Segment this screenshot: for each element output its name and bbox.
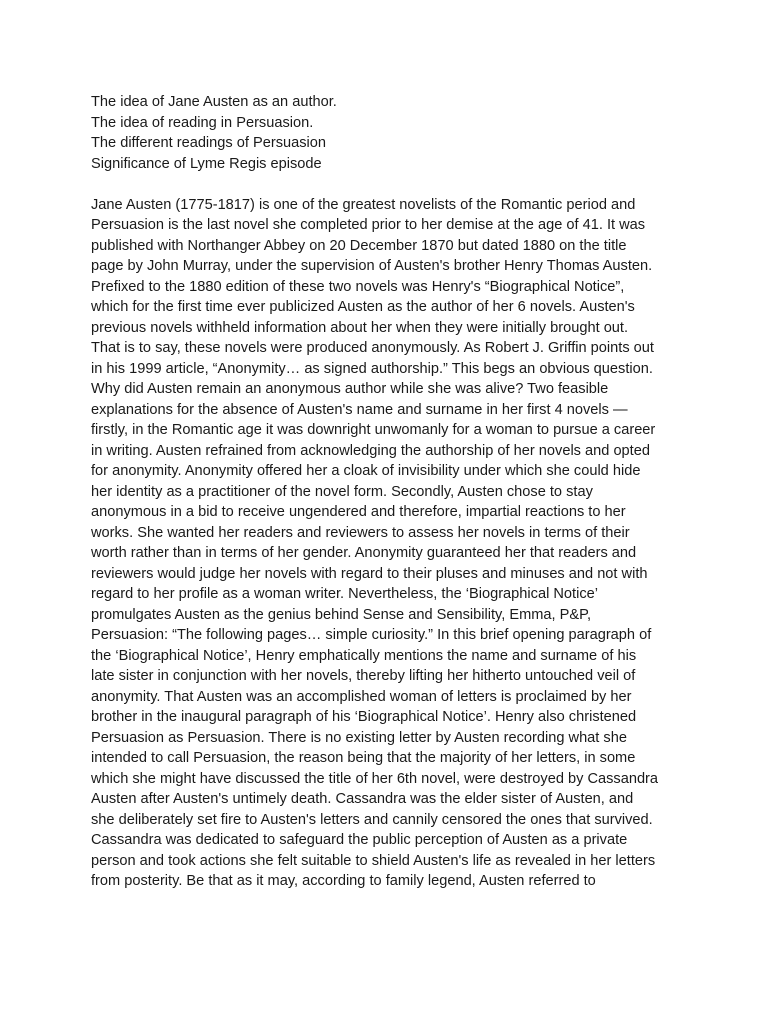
paragraph-line: her identity as a practitioner of the novel form. Secondly, Austen chose to stay xyxy=(91,483,593,500)
paragraph-line: reviewers would judge her novels with regard to their pluses and minuses and not with xyxy=(91,565,648,582)
paragraph-line: Austen after Austen's untimely death. Cassandra was the elder sister of Austen, and xyxy=(91,791,634,807)
paragraph-line: which for the first time ever publicized Austen as the author of her 6 novels. Austen's xyxy=(91,299,635,315)
document-content xyxy=(91,92,689,892)
topic-line: The idea of reading in Persuasion. xyxy=(91,114,314,131)
paragraph-line: works. She wanted her readers and reviewers to assess her novels in terms of their xyxy=(91,524,630,541)
paragraph-line: Persuasion: “The following pages… simple curiosity.” In this brief opening paragraph of xyxy=(91,627,652,643)
paragraph-line: anonymous in a bid to receive ungendered and therefore, impartial reactions to her xyxy=(91,504,626,520)
paragraph-line: Persuasion is the last novel she completed prior to her demise at the age of 41. It was xyxy=(91,217,646,233)
paragraph-line: promulgates Austen as the genius behind Sense and Sensibility, Emma, P&P, xyxy=(91,606,592,623)
paragraph-line: for anonymity. Anonymity offered her a cloak of invisibility under which she could hide xyxy=(91,463,641,479)
paragraph-line: Persuasion as Persuasion. There is no existing letter by Austen recording what she xyxy=(91,729,627,746)
paragraph-line: explanations for the absence of Austen's name and surname in her first 4 novels — xyxy=(91,401,628,418)
paragraph-line: anonymity. That Austen was an accomplished woman of letters is proclaimed by her xyxy=(91,688,632,705)
paragraph-line: regard to her profile as a woman writer. Nevertheless, the ‘Biographical Notice’ xyxy=(91,586,598,602)
paragraph-line: brother in the inaugural paragraph of his ‘Biographical Notice’. Henry also christened xyxy=(91,709,637,725)
paragraph-line: previous novels withheld information about her when they were initially brought out. xyxy=(91,319,629,336)
paragraph-line: from posterity. Be that as it may, according to family legend, Austen referred to xyxy=(91,873,596,889)
topic-line: Significance of Lyme Regis episode xyxy=(91,155,322,172)
topic-list xyxy=(91,92,689,174)
topic-line: The different readings of Persuasion xyxy=(91,135,326,151)
paragraph-line: firstly, in the Romantic age it was downright unwomanly for a woman to pursue a career xyxy=(91,422,656,438)
paragraph-line: worth rather than in terms of her gender. Anonymity guaranteed her that readers and xyxy=(91,545,637,561)
paragraph-line: she deliberately set fire to Austen's letters and cannily censored the ones that survived. xyxy=(91,811,653,828)
paragraph-line: late sister in conjunction with her novels, thereby lifting her hitherto untouched veil of xyxy=(91,668,636,684)
paragraph-line: which she might have discussed the title of her 6th novel, were destroyed by Cassandra xyxy=(91,770,659,787)
paragraph-line: the ‘Biographical Notice’, Henry emphatically mentions the name and surname of his xyxy=(91,647,637,664)
paragraph-line: Prefixed to the 1880 edition of these two novels was Henry's “Biographical Notice”, xyxy=(91,278,625,295)
paragraph-line: published with Northanger Abbey on 20 December 1870 but dated 1880 on the title xyxy=(91,237,627,254)
paragraph-line: person and took actions she felt suitable to shield Austen's life as revealed in her letters xyxy=(91,852,656,869)
paragraph-line: Why did Austen remain an anonymous author while she was alive? Two feasible xyxy=(91,381,609,397)
paragraph-line: in writing. Austen refrained from acknowledging the authorship of her novels and opted xyxy=(91,442,650,459)
topic-line: The idea of Jane Austen as an author. xyxy=(91,94,337,110)
paragraph-line: intended to call Persuasion, the reason being that the majority of her letters, in some xyxy=(91,750,636,766)
body-paragraph xyxy=(91,195,689,892)
paragraph-line: in his 1999 article, “Anonymity… as signed authorship.” This begs an obvious question. xyxy=(91,360,653,377)
paragraph-line: That is to say, these novels were produced anonymously. As Robert J. Griffin points out xyxy=(91,340,654,356)
paragraph-line: page by John Murray, under the supervision of Austen's brother Henry Thomas Austen. xyxy=(91,258,653,274)
paragraph-line: Jane Austen (1775-1817) is one of the greatest novelists of the Romantic period and xyxy=(91,196,636,213)
paragraph-line: Cassandra was dedicated to safeguard the public perception of Austen as a private xyxy=(91,832,628,848)
